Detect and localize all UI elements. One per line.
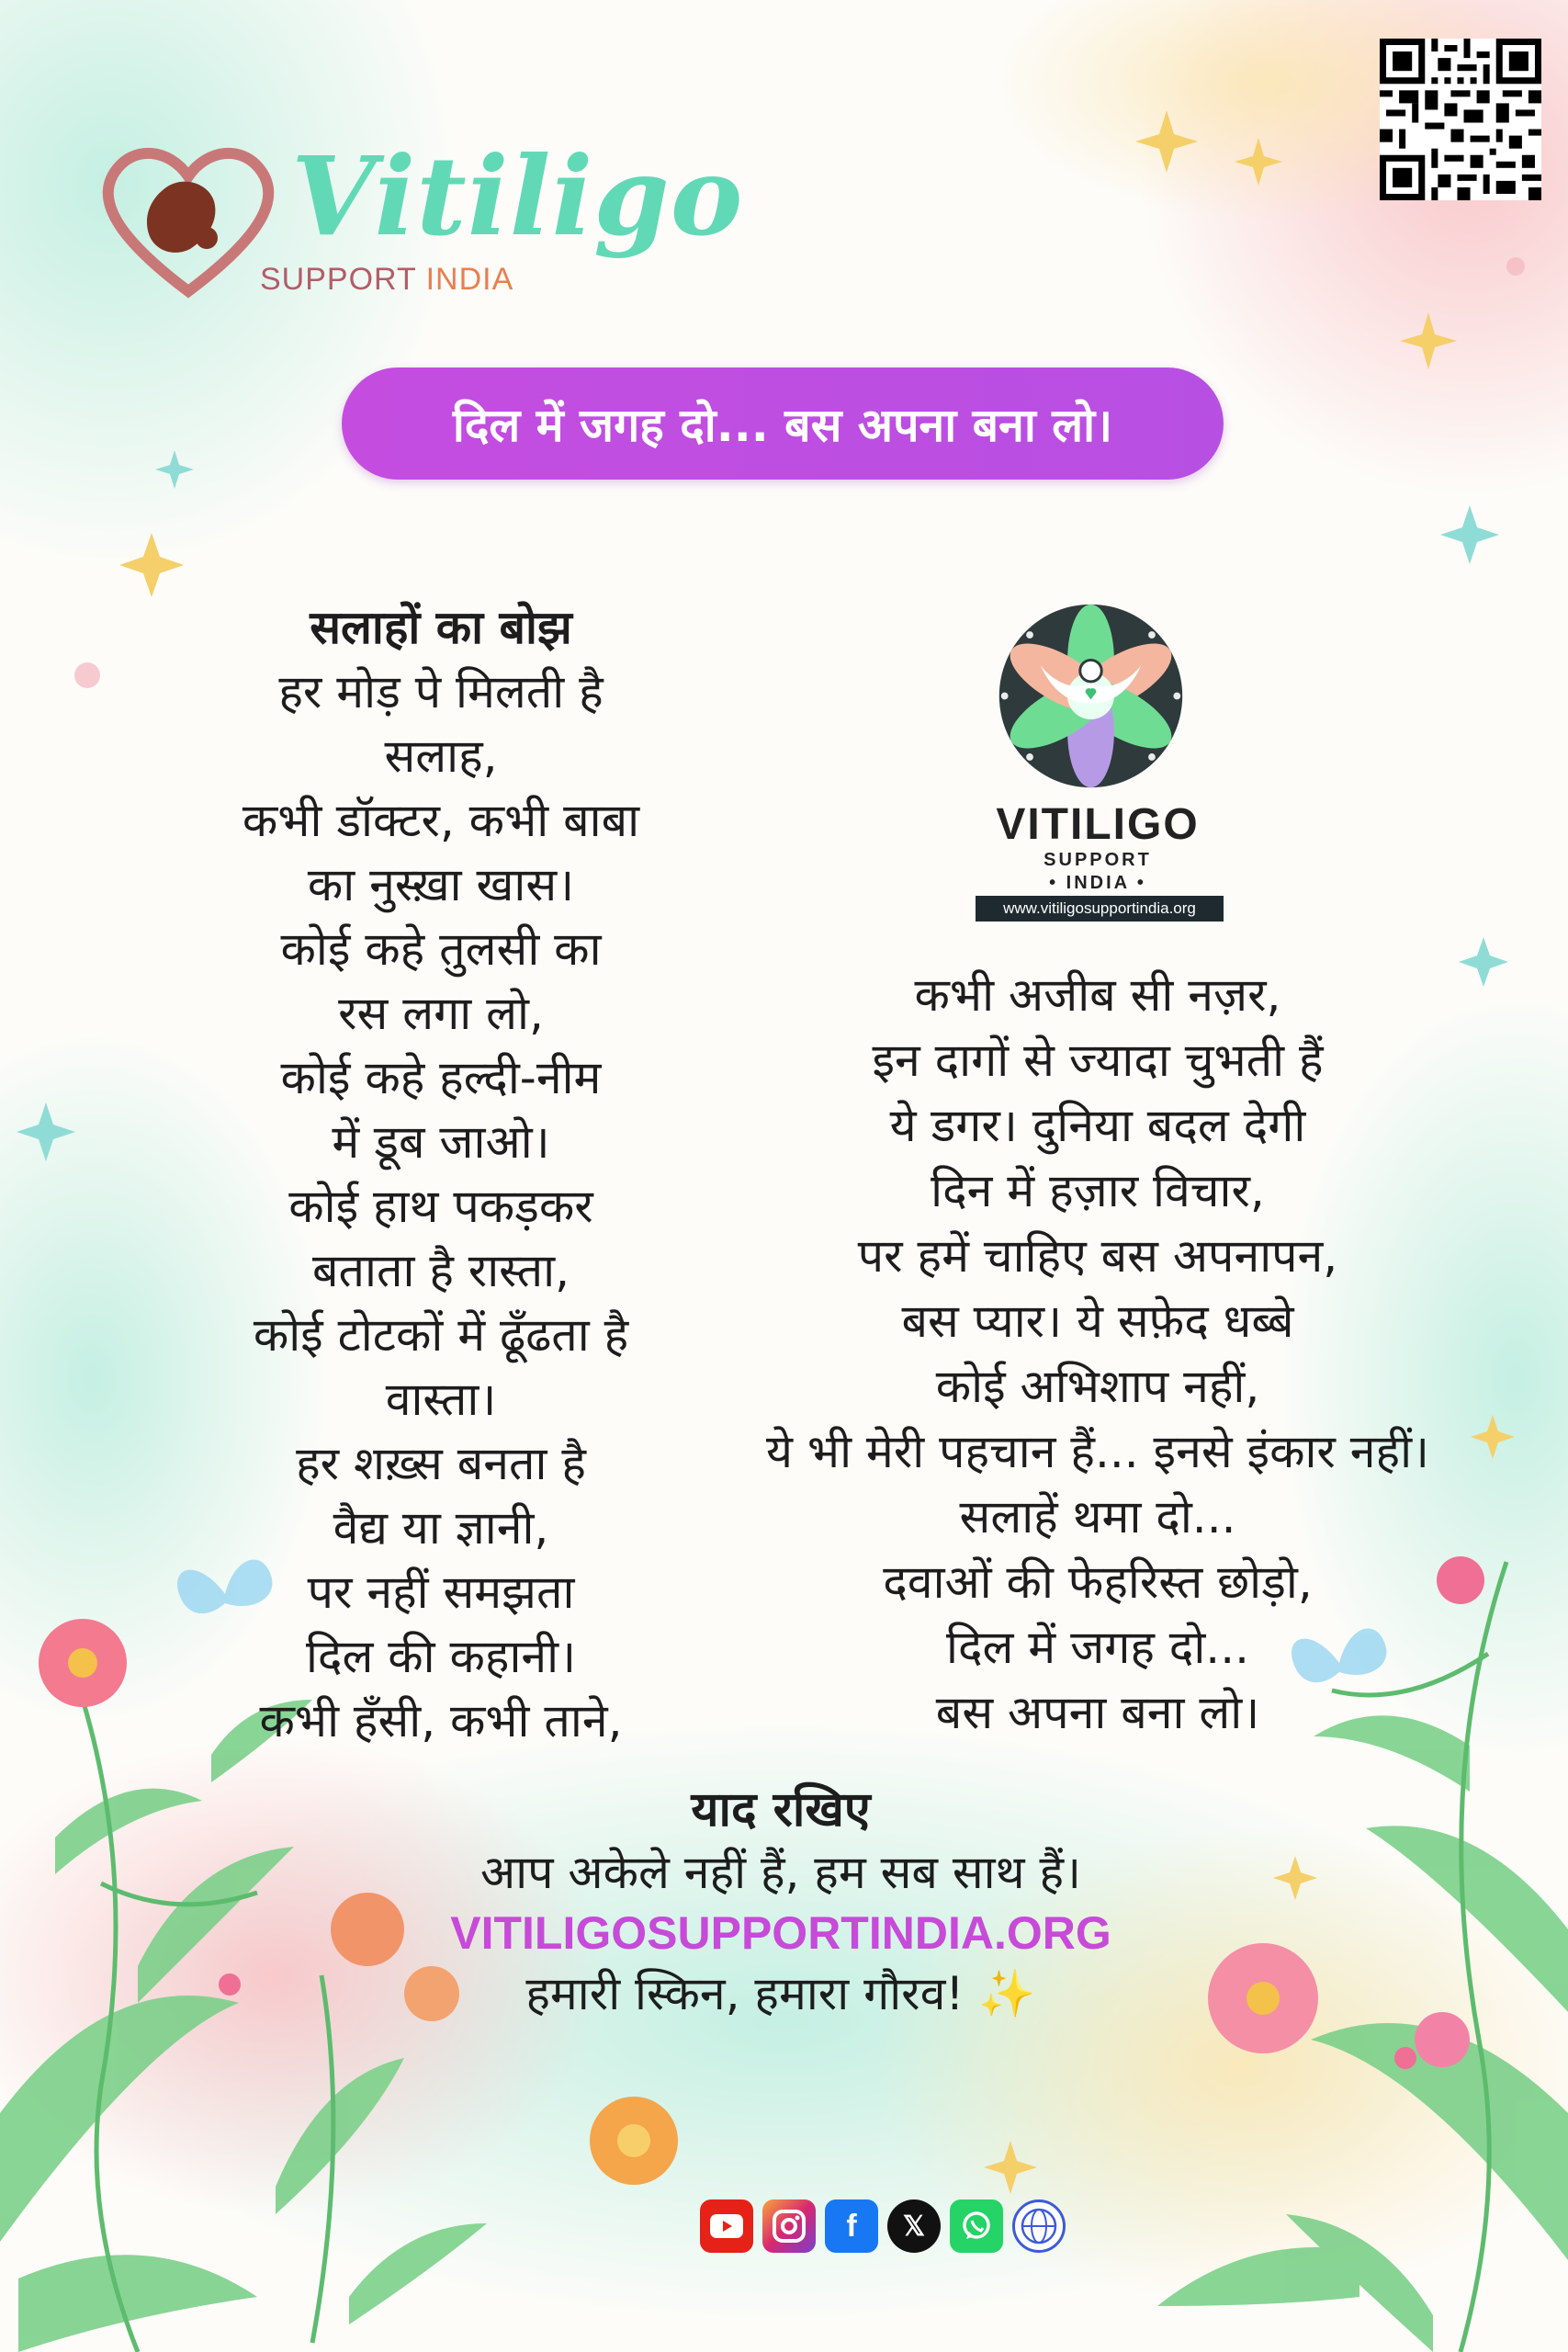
poem-right-line: दवाओं की फेहरिस्त छोड़ो, bbox=[883, 1555, 1313, 1609]
poem-left-line: वास्ता। bbox=[385, 1373, 497, 1426]
heart-logo-icon bbox=[96, 135, 280, 310]
brand-subtitle bbox=[260, 262, 513, 298]
lotus-emblem-icon bbox=[992, 597, 1190, 795]
poem-left-line: कभी हँसी, कभी ताने, bbox=[259, 1694, 623, 1747]
emblem-url[interactable]: www.vitiligosupportindia.org bbox=[976, 896, 1224, 922]
poem-heading: सलाहों का बोझ bbox=[310, 601, 572, 654]
poem-right-line: ये डगर। दुनिया बदल देगी bbox=[889, 1099, 1306, 1152]
youtube-icon[interactable] bbox=[700, 2199, 753, 2253]
qr-code bbox=[1380, 39, 1541, 200]
poem-right-line: दिल में जगह दो... bbox=[946, 1621, 1249, 1674]
poem-left-line: दिल की कहानी। bbox=[305, 1630, 577, 1683]
website-icon[interactable] bbox=[1012, 2199, 1066, 2253]
remember-line-2: हमारी स्किन, हमारा गौरव! ✨ bbox=[525, 1967, 1036, 2020]
x-icon[interactable]: 𝕏 bbox=[887, 2199, 941, 2253]
poem-right-line: कभी अजीब सी नज़र, bbox=[914, 968, 1281, 1022]
website-link[interactable]: VITILIGOSUPPORTINDIA.ORG bbox=[450, 1907, 1111, 1959]
poem-left-line: रस लगा लो, bbox=[338, 987, 544, 1040]
brand-wordmark: Vitiligo bbox=[291, 132, 744, 260]
poem-left-line: सलाह, bbox=[384, 729, 498, 783]
poem-right-line: पर हमें चाहिए बस अपनापन, bbox=[857, 1229, 1338, 1283]
emblem-support: SUPPORT bbox=[1043, 850, 1152, 870]
poem-right-line: इन दागों से ज्यादा चुभती हैं bbox=[872, 1034, 1324, 1087]
poem-left-line: हर शख़्स बनता है bbox=[296, 1437, 586, 1490]
poem-left-line: कभी डॉक्टर, कभी बाबा bbox=[242, 794, 640, 847]
poem-right-line: बस अपना बना लो। bbox=[935, 1686, 1260, 1739]
poem-left-line: पर नहीं समझता bbox=[307, 1566, 575, 1619]
remember-heading: याद रखिए bbox=[691, 1782, 871, 1838]
whatsapp-icon[interactable] bbox=[950, 2199, 1003, 2253]
poem-right-line: दिन में हज़ार विचार, bbox=[931, 1164, 1265, 1217]
title-banner: दिल में जगह दो... बस अपना बना लो। bbox=[342, 368, 1224, 480]
instagram-icon[interactable] bbox=[762, 2199, 816, 2253]
brand-sub-support: SUPPORT bbox=[260, 262, 426, 297]
poem-right-line: कोई अभिशाप नहीं, bbox=[935, 1360, 1260, 1413]
poem-left-line: बताता है रास्ता, bbox=[312, 1244, 570, 1297]
poem-right-line: सलाहें थमा दो... bbox=[959, 1490, 1236, 1544]
brand-sub-india: INDIA bbox=[425, 262, 514, 297]
remember-block bbox=[321, 1778, 1240, 2024]
poem-left-line: कोई कहे तुलसी का bbox=[280, 922, 602, 976]
poem-right-line: ये भी मेरी पहचान हैं... इनसे इंकार नहीं। bbox=[766, 1425, 1429, 1478]
facebook-icon[interactable]: f bbox=[825, 2199, 878, 2253]
emblem-wordmark: VITILIGO bbox=[996, 800, 1200, 849]
poem-left-line: वैद्य या ज्ञानी, bbox=[333, 1501, 549, 1555]
social-icons-row bbox=[700, 2199, 1067, 2255]
poem-right-lines bbox=[698, 963, 1497, 1746]
poem-left-line: कोई हाथ पकड़कर bbox=[288, 1180, 593, 1233]
poem-left-lines bbox=[184, 660, 698, 1753]
poem-left-line: कोई कहे हल्दी-नीम bbox=[280, 1051, 602, 1104]
poem-left-column bbox=[184, 595, 698, 1753]
poem-right-column bbox=[698, 963, 1497, 1746]
emblem-india: • INDIA • bbox=[1049, 873, 1146, 893]
poem-left-line: हर मोड़ पे मिलती है bbox=[278, 665, 604, 718]
brand-logo bbox=[96, 124, 744, 308]
poem-left-line: का नुस्ख़ा खास। bbox=[307, 858, 575, 911]
remember-line-1: आप अकेले नहीं हैं, हम सब साथ हैं। bbox=[480, 1846, 1081, 1899]
poem-left-line: कोई टोटकों में ढूँढता है bbox=[253, 1308, 629, 1362]
poem-left-line: में डूब जाओ। bbox=[332, 1115, 550, 1169]
poem-right-line: बस प्यार। ये सफ़ेद धब्बे bbox=[901, 1295, 1294, 1348]
